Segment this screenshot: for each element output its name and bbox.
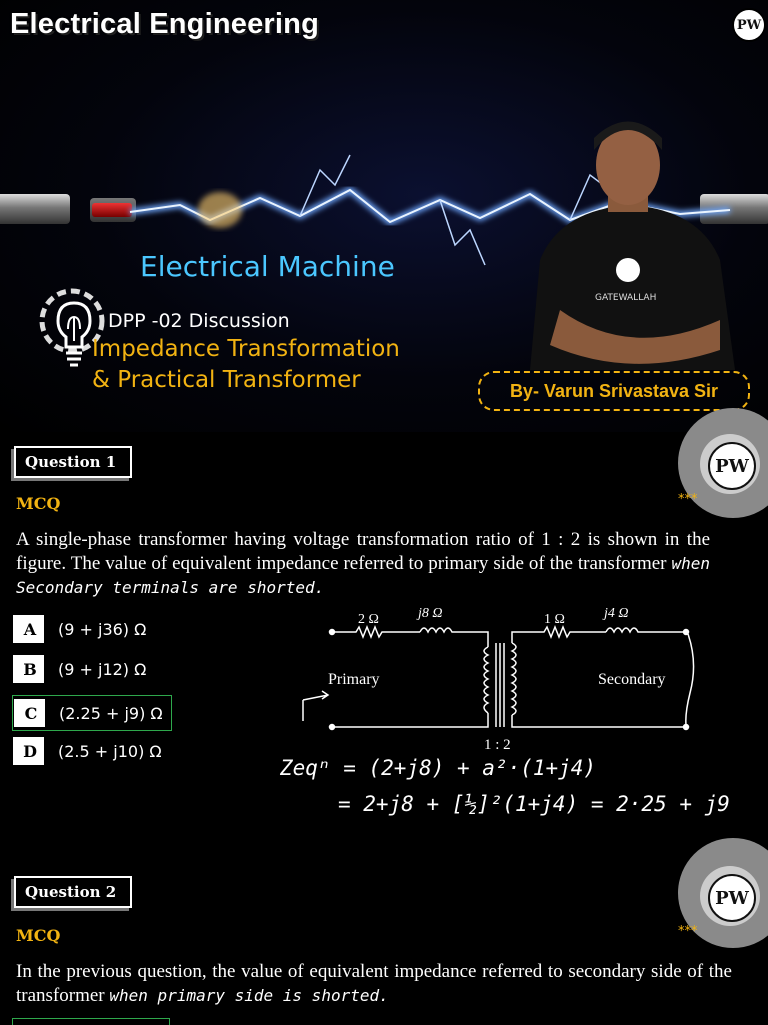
difficulty-stars-2: ***: [678, 924, 698, 939]
question-1-body: A single-phase transformer having voltage transformation ratio of 1 : 2 is shown in the figure. The value of equivalent impedance referred to primary side of the transformer: [16, 529, 710, 574]
instructor-photo: [520, 110, 740, 370]
option-c-letter: C: [17, 699, 45, 727]
question-1-text: [16, 528, 710, 600]
dpp-subtitle: DPP -02 Discussion: [108, 310, 290, 332]
solution-line-1: Zeqⁿ = (2+j8) + a²·(1+j4): [280, 756, 597, 780]
topic-line-2: & Practical Transformer: [92, 367, 361, 393]
option-d-letter: D: [16, 737, 44, 765]
r1-label: 2 Ω: [358, 612, 379, 627]
primary-label: Primary: [328, 671, 380, 688]
solution-line-2: = 2+j8 + [½]²(1+j4) = 2·25 + j9: [338, 792, 730, 816]
r2-label: 1 Ω: [544, 612, 565, 627]
question-1-label: Question 1: [14, 446, 132, 478]
pw-logo-icon: PW: [732, 8, 766, 42]
subject-title: Electrical Machine: [140, 250, 395, 283]
instructor-credit: By- Varun Srivastava Sir: [478, 371, 750, 411]
pw-watermark-icon: [700, 434, 760, 494]
option-a-letter: A: [16, 615, 44, 643]
difficulty-stars: ***: [678, 492, 698, 507]
svg-text:GATEWALLAH: GATEWALLAH: [595, 293, 657, 303]
x1-label: j8 Ω: [418, 606, 443, 621]
question-2-handwritten-note: when primary side is shorted.: [109, 986, 389, 1005]
option-c-text: (2.25 + j9) Ω: [59, 703, 163, 723]
option-d-text: (2.5 + j10) Ω: [58, 741, 162, 761]
pw-watermark-icon-2: [700, 866, 760, 926]
electrode-left: [0, 194, 70, 224]
question-2-body: In the previous question, the value of equivalent impedance referred to secondary side of the transformer: [16, 961, 732, 1006]
option-b[interactable]: [16, 654, 146, 684]
option-a[interactable]: [16, 614, 146, 644]
option-d[interactable]: [16, 736, 162, 766]
question-2-label: Question 2: [14, 876, 132, 908]
question-1-handwritten-note: when Secondary terminals are shorted.: [16, 554, 711, 597]
x2-label: j4 Ω: [604, 606, 629, 621]
question-2-type: MCQ: [16, 926, 61, 945]
question-1-type: MCQ: [16, 494, 61, 513]
lecture-banner: [0, 0, 768, 432]
question-2-text: [16, 960, 732, 1008]
pw-watermark-text: PW: [708, 442, 756, 490]
option-c-correct[interactable]: [12, 695, 172, 731]
topic-line-1: Impedance Transformation: [92, 336, 400, 362]
transformer-circuit-diagram: [300, 603, 700, 753]
pw-watermark-text-2: PW: [708, 874, 756, 922]
option-b-text: (9 + j12) Ω: [58, 659, 147, 679]
option-a-text: (9 + j36) Ω: [58, 619, 147, 639]
brand-title: Electrical Engineering: [10, 8, 319, 40]
secondary-label: Secondary: [598, 671, 666, 688]
option-b-letter: B: [16, 655, 44, 683]
turns-ratio-label: 1 : 2: [484, 737, 511, 753]
